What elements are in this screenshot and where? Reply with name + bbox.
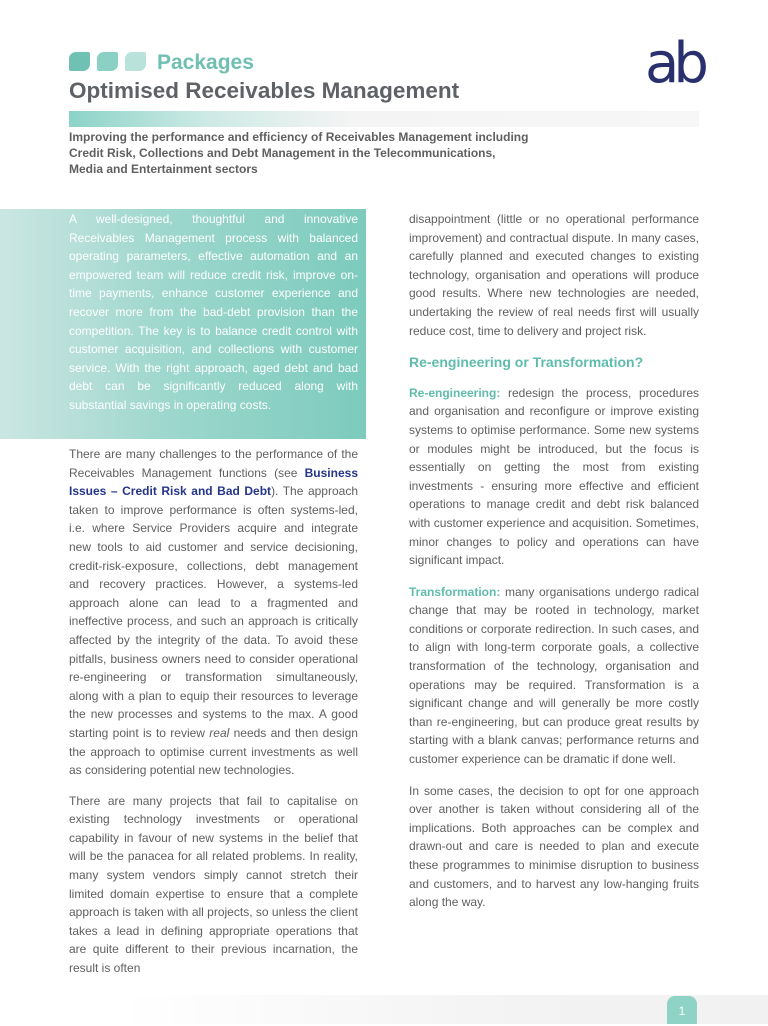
company-logo: [645, 31, 703, 104]
transformation-text: many organisations undergo radical change that may be rooted in technology, market conditions or corporate redirection. In such cases, and to align with long-term corporate goals, a collective transformation of the technology, organisation and operations may be required. Transformation is a significant change and will generally be more costly than re-engineering, but can produce great results by starting with a blank canvas; performance returns and customer experience can be dramatic if done well.: [409, 584, 699, 767]
left-p1-emphasis: real: [209, 725, 230, 740]
transformation-paragraph: [409, 583, 699, 769]
header-square-3: [125, 52, 146, 71]
page-number: 1: [667, 996, 697, 1024]
right-column: [409, 210, 699, 925]
page-subtitle: Improving the performance and efficiency of Receivables Management including Credit Risk, Collections and Debt Management in the Telecommunications, Media and Entertainment sectors: [69, 130, 529, 176]
section-heading: Re-engineering or Transformation?: [409, 354, 644, 371]
left-paragraph-1: [69, 445, 358, 780]
left-p1-text-b: ). The approach taken to improve performance is often systems-led, i.e. where Service Providers acquire and integrate new tools to aid customer and service decisioning, credit-risk-exposure, collections, debt management and recovery practices. However, a systems-led approach alone can lead to a fragmented and ineffective process, and such an approach is critically affected by the integrity of the data. To avoid these pitfalls, business owners need to consider operational re-engineering or transformation simultaneously, along with a plan to equip their resources to leverage the new processes and systems to the max. A good starting point is to review: [69, 484, 359, 740]
transformation-term: Transformation:: [409, 584, 501, 599]
page-title: Optimised Receivables Management: [69, 78, 460, 103]
header-gradient-rule: [69, 111, 699, 127]
left-paragraph-2: There are many projects that fail to capitalise on existing technology investments or operational capability in favour of new systems in the belief that will be the panacea for all related problems. In reality, many system vendors simply cannot stretch their limited domain expertise to ensure that a complete approach is taken with all projects, so unless the client takes a lead in defining appropriate operations that are quite different to their previous incarnation, the result is often: [69, 793, 358, 976]
left-column: [69, 445, 358, 990]
reengineering-term: Re-engineering:: [409, 385, 501, 400]
business-issues-link[interactable]: Business Issues – Credit Risk and Bad Debt: [69, 465, 358, 499]
left-p1-text-a: There are many challenges to the performance of the Receivables Management functions (see: [69, 447, 358, 480]
left-p1-text-c: needs and then design the approach to optimise current investments as well as considering potential new technologies.: [69, 725, 358, 778]
section-label: Packages: [157, 51, 254, 74]
intro-paragraph: A well-designed, thoughtful and innovative Receivables Management process with balanced operating parameters, effective automation and an empowered team will reduce credit risk, improve on-time payments, enhance customer experience and recover more from the bad-debt provision than the competition. The key is to balance credit control with customer acquisition, and collections with customer service. With the right approach, aged debt and bad debt can be significantly reduced along with substantial savings in operating costs.: [69, 212, 358, 412]
reengineering-text: redesign the process, procedures and organisation and reconfigure or improve existing systems to optimise performance. Some new systems or modules might be introduced, but the focus is essentially on getting the most from existing investments - ensuring more effective and efficient operations to manage credit and debt risk balanced with customer experience and acquisition. Sometimes, minor changes to policy and operations can have significant impact.: [409, 385, 699, 568]
right-paragraph-1: disappointment (little or no operational performance improvement) and contractual dispute. In many cases, carefully planned and executed changes to existing technology, organisation and operations will produce good results. Where new technologies are needed, undertaking the review of real needs first will usually reduce cost, time to delivery and project risk.: [409, 212, 699, 338]
reengineering-paragraph: [409, 384, 699, 570]
right-paragraph-4: In some cases, the decision to opt for one approach over another is taken without considering all of the implications. Both approaches can be complex and drawn-out and care is needed to plan and execute these programmes to minimise disruption to business and customers, and to harvest any low-hanging fruits along the way.: [409, 783, 699, 910]
logo-text: ab: [645, 31, 703, 96]
header-square-1: [69, 52, 90, 71]
header-square-2: [97, 52, 118, 71]
